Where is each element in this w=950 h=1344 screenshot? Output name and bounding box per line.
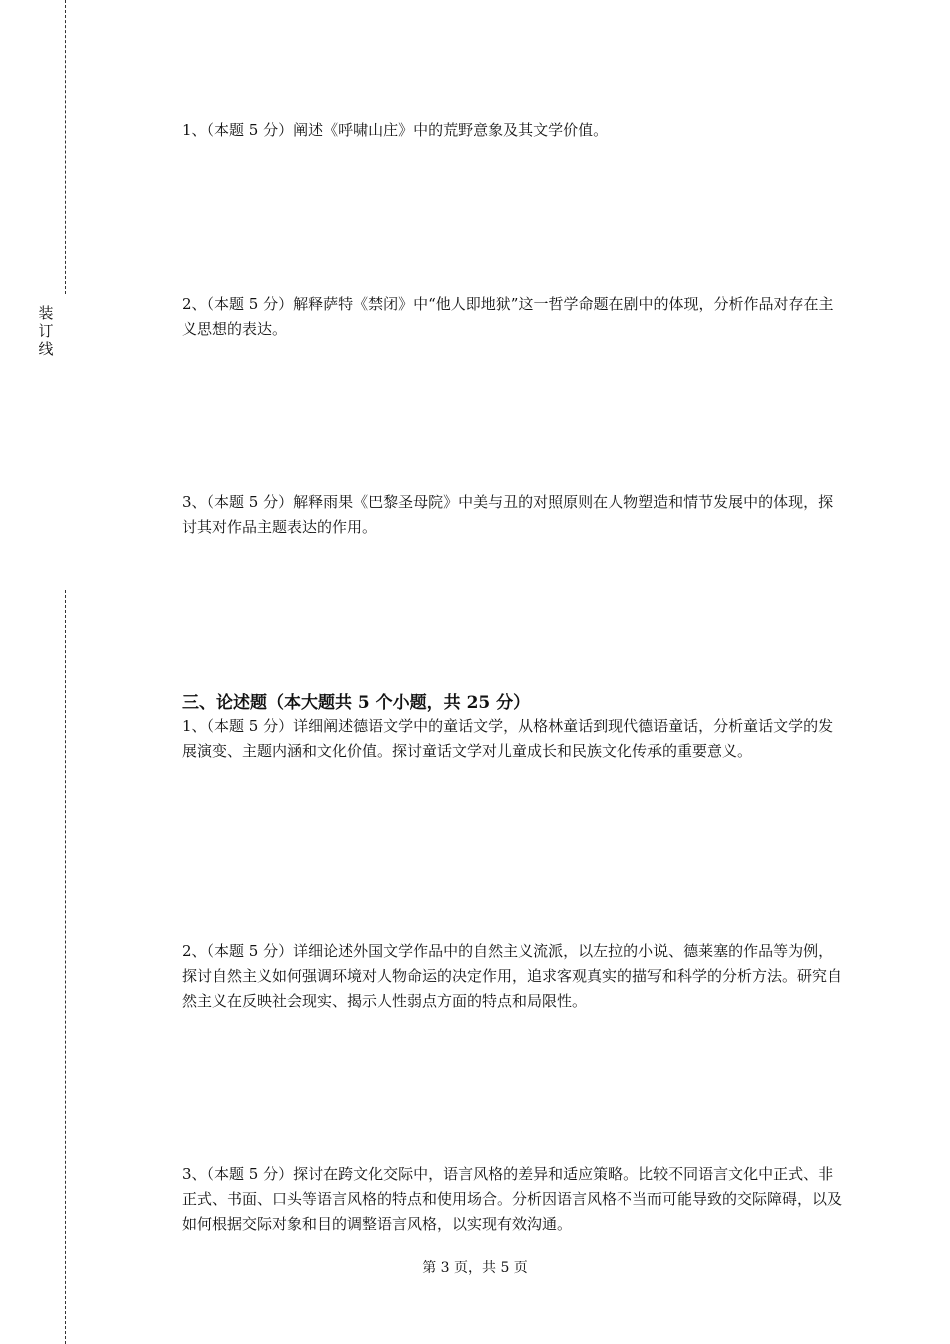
essay-question-3: 3、（本题 5 分）探讨在跨文化交际中，语言风格的差异和适应策略。比较不同语言文化中正式、非正式、书面、口头等语言风格的特点和使用场合。分析因语言风格不当而可能导致的交际障碍，以及如何根据交际对象和目的调整语言风格，以实现有效沟通。: [182, 1165, 843, 1233]
section-heading-essay: 三、论述题（本大题共 5 个小题，共 25 分）: [182, 693, 531, 713]
short-answer-question-3: 3、（本题 5 分）解释雨果《巴黎圣母院》中美与丑的对照原则在人物塑造和情节发展中的体现，探讨其对作品主题表达的作用。: [182, 493, 834, 536]
essay-question-2: 2、（本题 5 分）详细论述外国文学作品中的自然主义流派，以左拉的小说、德莱塞的作品等为例，探讨自然主义如何强调环境对人物命运的决定作用，追求客观真实的描写和科学的分析方法。研究自然主义在反映社会现实、揭示人性弱点方面的特点和局限性。: [182, 942, 843, 1010]
binding-label-char: 装: [38, 304, 54, 322]
binding-label-char: 线: [38, 340, 54, 358]
binding-label: [36, 304, 56, 358]
short-answer-question-2: 2、（本题 5 分）解释萨特《禁闭》中“他人即地狱”这一哲学命题在剧中的体现，分析作品对存在主义思想的表达。: [182, 295, 834, 338]
binding-dashed-line-bottom: [65, 590, 66, 1344]
binding-label-char: 订: [38, 322, 54, 340]
binding-dashed-line-top: [65, 0, 66, 294]
essay-question-1: 1、（本题 5 分）详细阐述德语文学中的童话文学，从格林童话到现代德语童话，分析童话文学的发展演变、主题内涵和文化价值。探讨童话文学对儿童成长和民族文化传承的重要意义。: [182, 717, 834, 760]
page-indicator: 第 3 页，共 5 页: [422, 1260, 528, 1276]
short-answer-question-1: 1、（本题 5 分）阐述《呼啸山庄》中的荒野意象及其文学价值。: [182, 121, 609, 139]
